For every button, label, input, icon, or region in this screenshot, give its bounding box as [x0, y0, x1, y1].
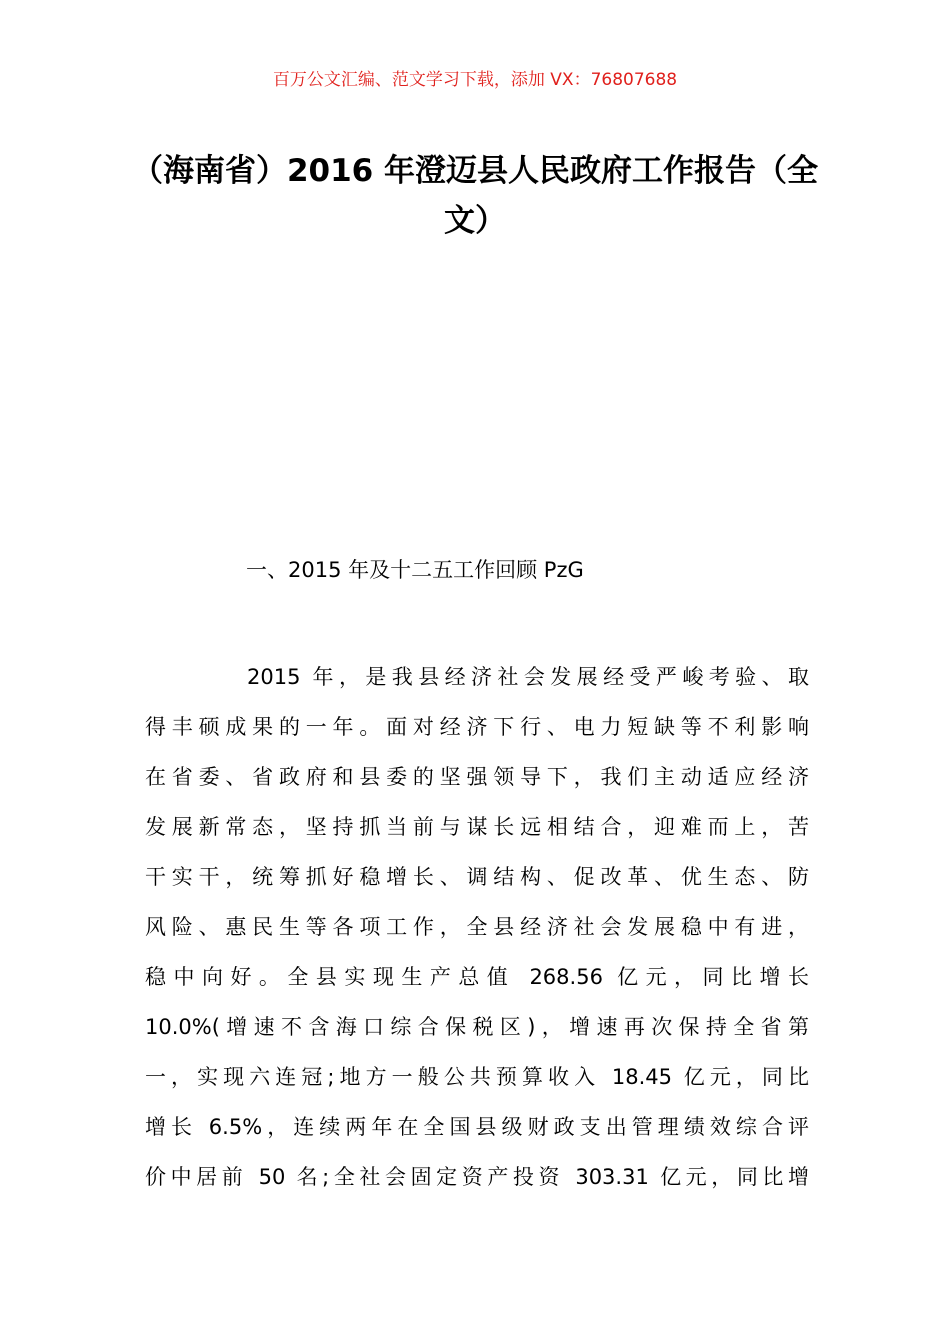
paragraph-line: 干实干，统筹抓好稳增长、调结构、促改革、优生态、防: [145, 865, 809, 889]
paragraph-line: 稳中向好。全县实现生产总值 268.56 亿元，同比增长: [145, 965, 809, 989]
paragraph-line: 价中居前 50 名;全社会固定资产投资 303.31 亿元，同比增: [145, 1165, 809, 1189]
paragraph-line: 发展新常态，坚持抓当前与谋长远相结合，迎难而上，苦: [145, 815, 809, 839]
paragraph-line: 一，实现六连冠;地方一般公共预算收入 18.45 亿元，同比: [145, 1065, 809, 1089]
body-paragraph: [145, 652, 809, 1202]
paragraph-line: 增长 6.5%，连续两年在全国县级财政支出管理绩效综合评: [145, 1115, 809, 1139]
paragraph-line: 2015 年，是我县经济社会发展经受严峻考验、取: [247, 665, 809, 689]
paragraph-line: 在省委、省政府和县委的坚强领导下，我们主动适应经济: [145, 765, 809, 789]
section-heading: 一、2015 年及十二五工作回顾 PzG: [246, 558, 584, 582]
document-title: （海南省）2016 年澄迈县人民政府工作报告（全文）: [131, 153, 819, 239]
paragraph-line: 得丰硕成果的一年。面对经济下行、电力短缺等不利影响: [145, 715, 809, 739]
paragraph-line: 风险、惠民生等各项工作，全县经济社会发展稳中有进，: [145, 915, 809, 939]
paragraph-line: 10.0%(增速不含海口综合保税区)，增速再次保持全省第: [145, 1015, 809, 1039]
header-banner: 百万公文汇编、范文学习下载，添加 VX：76807688: [272, 70, 678, 90]
